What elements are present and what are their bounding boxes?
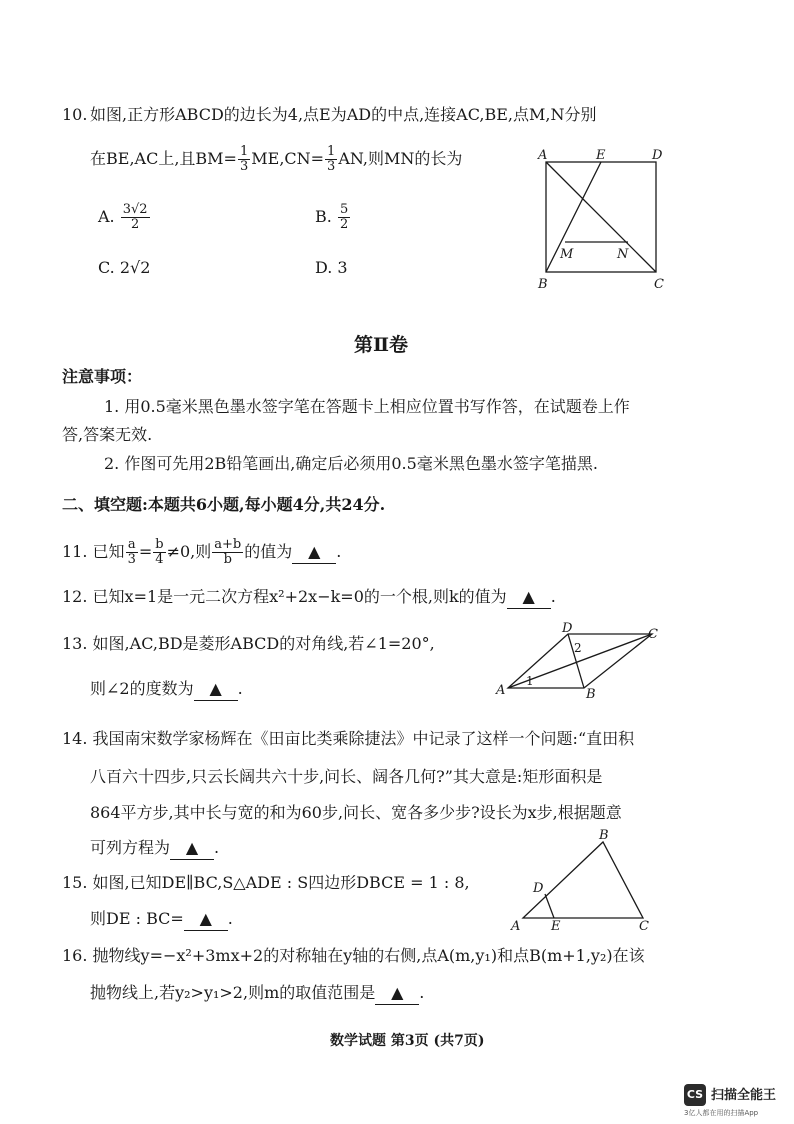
q15-label-c: C — [639, 919, 649, 934]
q12-answer-blank[interactable]: ▲ — [507, 586, 551, 609]
q13-label-c: C — [648, 627, 658, 642]
q11-answer-blank[interactable]: ▲ — [292, 541, 336, 564]
q15-label-b: B — [599, 828, 609, 843]
q16-line1: 16. 抛物线y=−x²+3mx+2的对称轴在y轴的右侧,点A(m,y₁)和点B(m+1,y₂)在该 — [62, 946, 645, 965]
q13-rhombus-figure — [490, 618, 670, 704]
q15-line2: 则DE : BC= ▲ . — [90, 908, 233, 931]
q15-answer-blank[interactable]: ▲ — [184, 908, 228, 931]
q14-line1: 14. 我国南宋数学家杨辉在《田亩比类乘除捷法》中记录了这样一个问题:“直田积 — [62, 729, 635, 748]
q15-line1: 15. 如图,已知DE∥BC,S△ADE : S四边形DBCE = 1 : 8, — [62, 873, 470, 892]
notice-heading: 注意事项： — [62, 367, 143, 386]
q10-option-d: D. 3 — [315, 258, 348, 277]
scanner-tagline: 3亿人都在用的扫描App — [684, 1109, 759, 1117]
q10-option-a: A. $\frac{3√2}{2}$ — [98, 202, 148, 232]
notice-1-line1: 1. 用0.5毫米黑色墨水签字笔在答题卡上相应位置书写作答，在试题卷上作 — [104, 397, 630, 416]
section2-title: 第Ⅱ卷 — [354, 334, 409, 356]
q14-answer-blank[interactable]: ▲ — [170, 837, 214, 860]
q10-label-d: D — [652, 148, 663, 163]
q15-triangle-figure — [505, 826, 665, 934]
q13-label-b: B — [586, 687, 596, 702]
q13-angle-2: 2 — [574, 641, 582, 655]
q10-square-figure — [530, 146, 680, 296]
notice-1-line2: 答,答案无效. — [62, 425, 153, 444]
q11: 11. 已知 $\frac{a}{3}$ = $\frac{b}{4}$ ≠0,则 $\frac{a+b}{b}$ 的值为 ▲ . — [62, 537, 342, 567]
q12: 12. 已知x=1是一元二次方程x²+2x−k=0的一个根,则k的值为 ▲ . — [62, 586, 556, 609]
q15-label-a: A — [511, 919, 521, 934]
q15-label-e: E — [551, 919, 561, 934]
q10-option-c: C. 2√2 — [98, 258, 151, 277]
q10-number: 10. — [62, 105, 88, 124]
scanner-watermark — [684, 1082, 784, 1118]
fill-in-heading: 二、填空题:本题共6小题,每小题4分,共24分. — [62, 495, 386, 514]
q14-line4: 可列方程为 ▲ . — [90, 837, 219, 860]
q10-label-n: N — [617, 247, 629, 262]
scanner-name: 扫描全能王 — [711, 1088, 777, 1103]
notice-2: 2. 作图可先用2B铅笔画出,确定后必须用0.5毫米黑色墨水签字笔描黑. — [104, 454, 598, 473]
q10-label-c: C — [654, 277, 664, 292]
q14-line2: 八百六十四步,只云长阔共六十步,问长、阔各几何?”其大意是:矩形面积是 — [90, 767, 603, 786]
page-footer: 数学试题 第3页 (共7页) — [330, 1033, 485, 1049]
q13-label-d: D — [562, 621, 573, 636]
q14-line3: 864平方步,其中长与宽的和为60步,问长、宽各多少步?设长为x步,根据题意 — [90, 803, 622, 822]
q10-label-e: E — [596, 148, 606, 163]
q13-line2: 则∠2的度数为 ▲ . — [90, 678, 243, 701]
scanner-logo-icon: CS — [684, 1084, 706, 1106]
q10-option-b: B. $\frac{5}{2}$ — [315, 202, 349, 232]
q10-label-a: A — [538, 148, 548, 163]
q10-label-b: B — [538, 277, 548, 292]
q13-angle-1: 1 — [526, 674, 534, 688]
q13-line1: 13. 如图,AC,BD是菱形ABCD的对角线,若∠1=20°, — [62, 634, 435, 653]
q10-line2: 在BE,AC上,且BM= $\frac{1}{3}$ ME,CN= $\frac{1}{3}$ AN,则MN的长为 — [90, 144, 463, 174]
q16-answer-blank[interactable]: ▲ — [375, 982, 419, 1005]
q16-line2: 抛物线上,若y₂>y₁>2,则m的取值范围是 ▲ . — [90, 982, 424, 1005]
q13-answer-blank[interactable]: ▲ — [194, 678, 238, 701]
q15-label-d: D — [533, 881, 544, 896]
q13-label-a: A — [496, 683, 506, 698]
q10-label-m: M — [560, 247, 574, 262]
q10-line1: 如图,正方形ABCD的边长为4,点E为AD的中点,连接AC,BE,点M,N分别 — [90, 105, 597, 124]
